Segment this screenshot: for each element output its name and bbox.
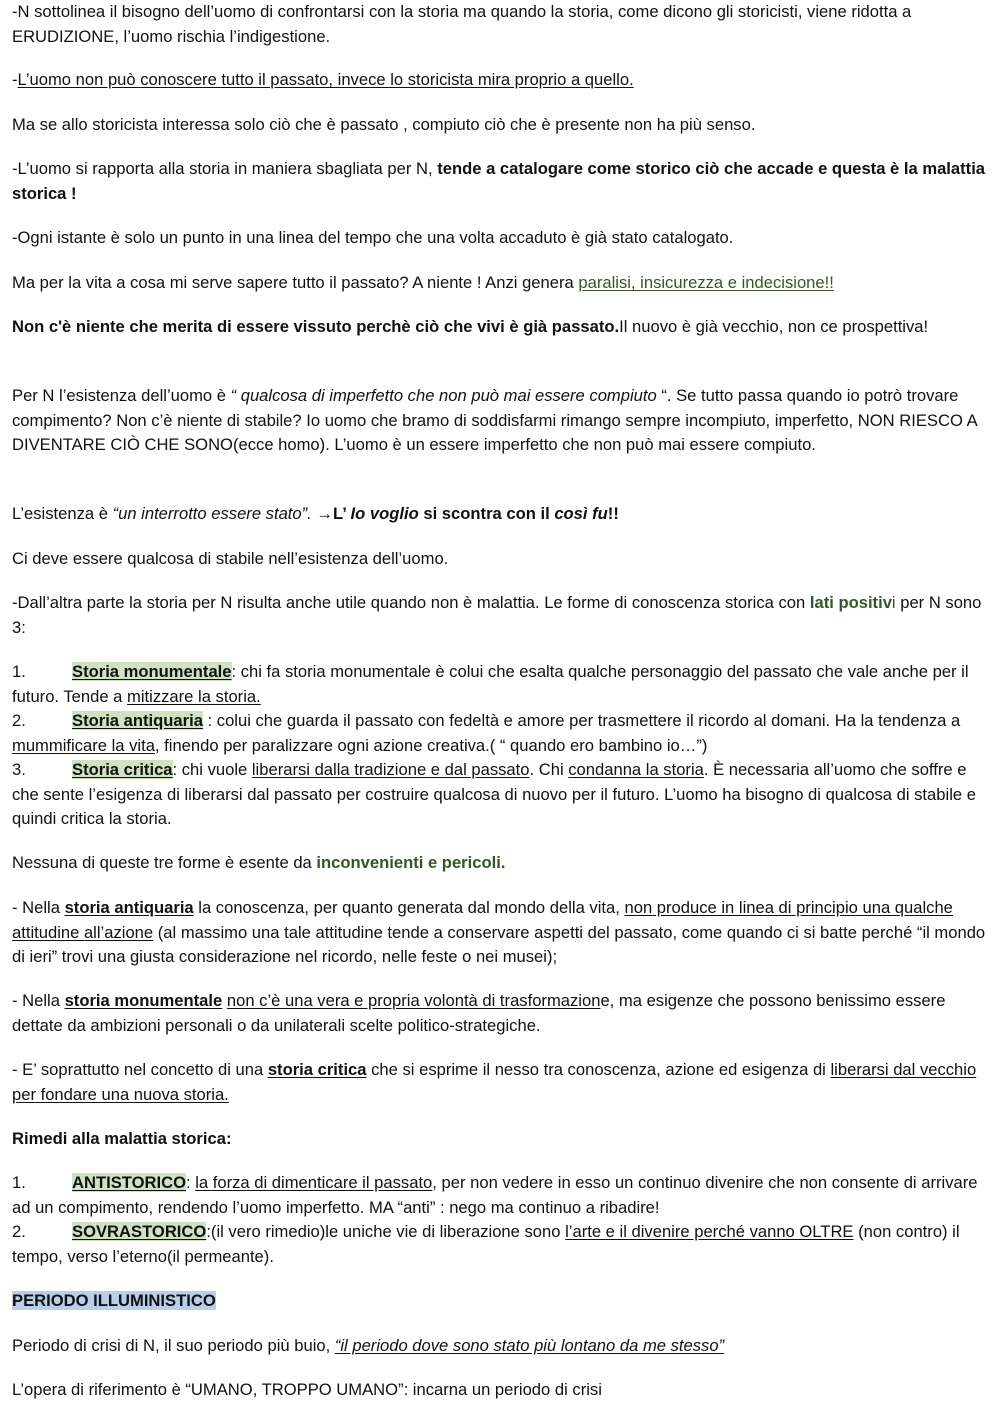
paragraph-periodo-crisi: Periodo di crisi di N, il suo periodo più buio, “il periodo dove sono stato più lontano da me stesso” [12,1336,725,1355]
paragraph-erudizione: -N sottolinea il bisogno dell’uomo di confrontarsi con la storia ma quando la storia, come dicono gli storicisti, viene ridotta a ERUDIZIONE, l’uomo rischia l’indigestione. [12,2,912,46]
list-item-sovrastorico: 2. SOVRASTORICO:(il vero rimedio)le uniche vie di liberazione sono l’arte e il divenire perché vanno OLTRE (non contro) il tempo, verso l’eterno(il permeante). [12,1222,960,1266]
paragraph-stabile: Ci deve essere qualcosa di stabile nell’esistenza dell’uomo. [12,549,449,568]
paragraph-paralisi: Ma per la vita a cosa mi serve sapere tutto il passato? A niente ! Anzi genera paralisi, insicurezza e indecisione!! [12,273,834,292]
list-item-critica: 3. Storia critica: chi vuole liberarsi dalla tradizione e dal passato. Chi condanna la storia. È necessaria all’uomo che soffre e che sente l’esigenza di liberarsi dal passato per costruire qualcosa di nuovo per il futuro. L’uomo ha bisogno di qualcosa di stabile e quindi critica la storia. [12,760,976,829]
paragraph-inconvenienti: Nessuna di queste tre forme è esente da inconvenienti e pericoli. [12,853,506,872]
paragraph-interrotto: L’esistenza è “un interrotto essere stato”. →L’ Io voglio si scontra con il così fu!! [12,504,619,523]
paragraph-istante: -Ogni istante è solo un punto in una linea del tempo che una volta accaduto è già stato catalogato. [12,228,734,247]
paragraph-niente-vissuto: Non c'è niente che merita di essere vissuto perchè ciò che vivi è già passato.Il nuovo è già vecchio, non ce prospettiva! [12,317,929,336]
paragraph-nella-monumentale: - Nella storia monumentale non c’è una vera e propria volontà di trasformazione, ma esigenze che possono benissimo essere dettate da ambizioni personali o da unilaterali scelte politico-strategiche. [12,991,946,1035]
paragraph-opera-riferimento: L’opera di riferimento è “UMANO, TROPPO UMANO”: incarna un periodo di crisi [12,1380,602,1399]
paragraph-malattia-storica: -L’uomo si rapporta alla storia in maniera sbagliata per N, tende a catalogare come storico ciò che accade e questa è la malattia storica ! [12,159,986,203]
paragraph-rimedi-heading: Rimedi alla malattia storica: [12,1129,232,1148]
paragraph-passato: -L’uomo non può conoscere tutto il passato, invece lo storicista mira proprio a quello. [12,70,634,89]
list-item-monumentale: 1. Storia monumentale: chi fa storia monumentale è colui che esalta qualche personaggio del passato che vale anche per il futuro. Tende a mitizzare la storia. [12,662,969,706]
list-item-antistorico: 1. ANTISTORICO: la forza di dimenticare il passato, per non vedere in esso un continuo divenire che non consente di arrivare ad un compimento, rendendo l’uomo imperfetto. MA “anti” : nego ma continuo a ribadire! [12,1173,978,1217]
paragraph-storia-critica: - E’ soprattutto nel concetto di una storia critica che si esprime il nesso tra conoscenza, azione ed esigenza di liberarsi dal vecchio per fondare una nuova storia. [12,1060,977,1104]
section-heading: PERIODO ILLUMINISTICO [12,1291,216,1310]
paragraph-esistenza-imperfetta: Per N l’esistenza dell’uomo è “ qualcosa di imperfetto che non può mai essere compiuto “. Se tutto passa quando io potrò trovare compimento? Non c’è niente di stabile? Io uomo che bramo di soddisfarmi rimango sempre incompiuto, imperfetto, NON RIESCO A DIVENTARE CIÒ CHE SONO(ecce homo). L’uomo è un essere imperfetto che non può mai essere compiuto. [12,386,977,455]
paragraph-lati-positivi: -Dall’altra parte la storia per N risulta anche utile quando non è malattia. Le forme di conoscenza storica con lati positivi per N sono 3: [12,593,982,637]
paragraph-nella-antiquaria: - Nella storia antiquaria la conoscenza, per quanto generata dal mondo della vita, non produce in linea di principio una qualche attitudine all’azione (al massimo una tale attitudine tende a conservare aspetti del passato, come quando ci si batte perché “il mondo di ieri” trovi una giusta considerazione nel ricordo, nelle feste o nei musei); [12,898,986,967]
paragraph-storicista: Ma se allo storicista interessa solo ciò che è passato , compiuto ciò che è presente non ha più senso. [12,115,756,134]
list-item-antiquaria: 2. Storia antiquaria : colui che guarda il passato con fedeltà e amore per trasmettere il ricordo al domani. Ha la tendenza a mummificare la vita, finendo per paralizzare ogni azione creativa.( “ quando ero bambino io…”) [12,711,961,755]
